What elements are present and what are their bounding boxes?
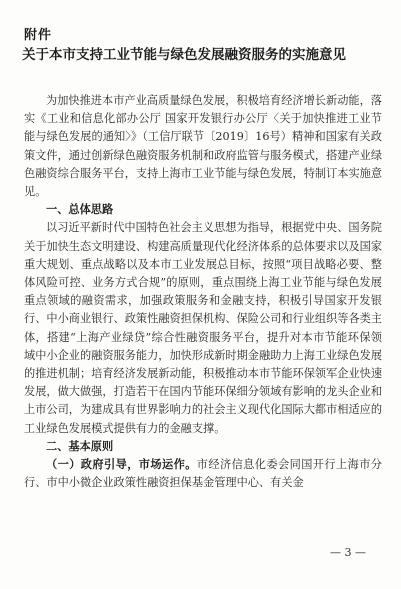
intro-paragraph: 为加快推进本市产业高质量绿色发展，积极培育经济增长新动能，落实《工业和信息化部办公厅 国家开发银行办公厅〈关于加快推进工业节能与绿色发展的通知〉》（工信厅联节〔2019〕16号）精神和国家有关政策文件，通过创新绿色融资服务机制和政府监管与服务模式，搭建产业绿色融资综合服务平台，支持上海市工业节能与绿色发展，特制订本实施意见。 [24,94,383,199]
section-heading-general-approach: 一、总体思路 [46,203,114,217]
document-title: 关于本市支持工业节能与绿色发展融资服务的实施意见 [22,47,346,63]
page-number: — 3 — [330,546,366,559]
principle-text: 市经济信息化委会同国开行上海市分行、市中小微企业政策性融资担保基金管理中心、有关金 [24,458,382,490]
general-approach-paragraph: 以习近平新时代中国特色社会主义思想为指导，根据党中央、国务院关于加快生态文明建设、构建高质量现代化经济体系的总体要求以及国家重大规划、重点战略以及本市工业发展总目标，按照“项目战略必要、整体风险可控、业务方式合规”的原则，重点围绕上海工业节能与绿色发展重点领域的融资需求，加强政策服务和金融支持，积极引导国家开发银行、中小商业银行、政策性融资担保机构、保险公司和行业组织等各类主体，搭建“上海产业绿贷”综合性融资服务平台，提升对本市节能环保领域中小企业的融资服务能力，加快形成新时期金融助力上海工业绿色发展的推进机制；培育经济发展新动能，积极推动本市节能环保领军企业快速发展，做大做强，打造若干在国内节能环保细分领域有影响的龙头企业和上市公司，为建成具有世界影响力的社会主义现代化国际大都市相适应的工业绿色发展模式提供有力的金融支撑。 [24,221,383,435]
document-body [24,92,382,492]
section-heading-basic-principles: 二、基本原则 [46,439,114,453]
principles-paragraph [24,456,382,492]
principle-subheading: （一）政府引导，市场运作。 [46,458,197,472]
attachment-label: 附件 [24,28,53,43]
